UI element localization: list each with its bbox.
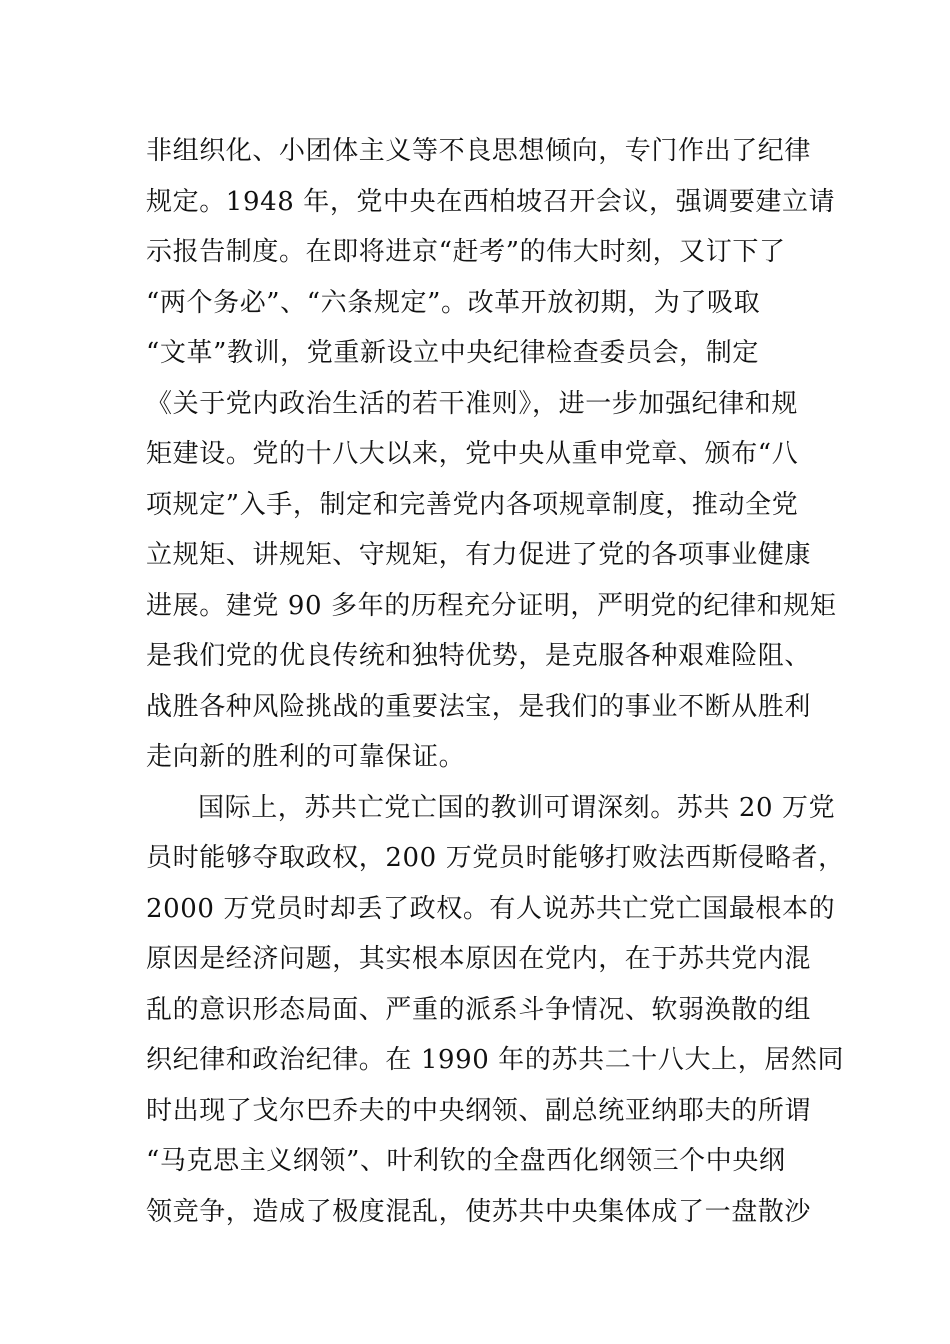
paragraph-line: 规定。1948 年，党中央在西柏坡召开会议，强调要建立请 xyxy=(146,186,836,217)
paragraph-line: 是我们党的优良传统和独特优势，是克服各种艰难险阻、 xyxy=(146,641,812,671)
paragraph-line: “文革”教训，党重新设立中央纪律检查委员会，制定 xyxy=(146,338,759,368)
paragraph-line: “马克思主义纲领”、叶利钦的全盘西化纲领三个中央纲 xyxy=(146,1146,786,1176)
paragraph-line: 乱的意识形态局面、严重的派系斗争情况、软弱涣散的组 xyxy=(146,994,812,1025)
paragraph-line: 员时能够夺取政权，200 万党员时能够打败法西斯侵略者， xyxy=(146,843,845,873)
paragraph-line: 非组织化、小团体主义等不良思想倾向，专门作出了纪律 xyxy=(146,136,812,166)
paragraph-line: 项规定”入手，制定和完善党内各项规章制度，推动全党 xyxy=(146,489,799,520)
paragraph xyxy=(146,783,845,1238)
paragraph-line: 织纪律和政治纪律。在 1990 年的苏共二十八大上，居然同 xyxy=(146,1045,845,1075)
paragraph-line: 《关于党内政治生活的若干准则》，进一步加强纪律和规 xyxy=(146,388,799,419)
paragraph-line: 战胜各种风险挑战的重要法宝，是我们的事业不断从胜利 xyxy=(146,691,812,722)
paragraph-line: 进展。建党 90 多年的历程充分证明，严明党的纪律和规矩 xyxy=(146,590,837,621)
paragraph-line: 国际上，苏共亡党亡国的教训可谓深刻。苏共 20 万党 xyxy=(198,792,836,823)
paragraph-line: 立规矩、讲规矩、守规矩，有力促进了党的各项事业健康 xyxy=(146,540,812,570)
paragraph-line: 时出现了戈尔巴乔夫的中央纲领、副总统亚纳耶夫的所谓 xyxy=(146,1095,812,1126)
paragraph-line: 领竞争，造成了极度混乱，使苏共中央集体成了一盘散沙 xyxy=(146,1196,812,1227)
paragraph-line: 矩建设。党的十八大以来，党中央从重申党章、颁布“八 xyxy=(146,439,799,469)
paragraph-line: “两个务必”、“六条规定”。改革开放初期，为了吸取 xyxy=(146,287,761,318)
paragraph-line: 原因是经济问题，其实根本原因在党内，在于苏共党内混 xyxy=(146,944,812,974)
paragraph-line: 2000 万党员时却丢了政权。有人说苏共亡党亡国最根本的 xyxy=(146,893,836,924)
paragraph xyxy=(146,126,837,783)
document-body xyxy=(146,126,845,1237)
paragraph-line: 示报告制度。在即将进京“赶考”的伟大时刻，又订下了 xyxy=(146,237,786,267)
paragraph-line: 走向新的胜利的可靠保证。 xyxy=(146,742,466,772)
